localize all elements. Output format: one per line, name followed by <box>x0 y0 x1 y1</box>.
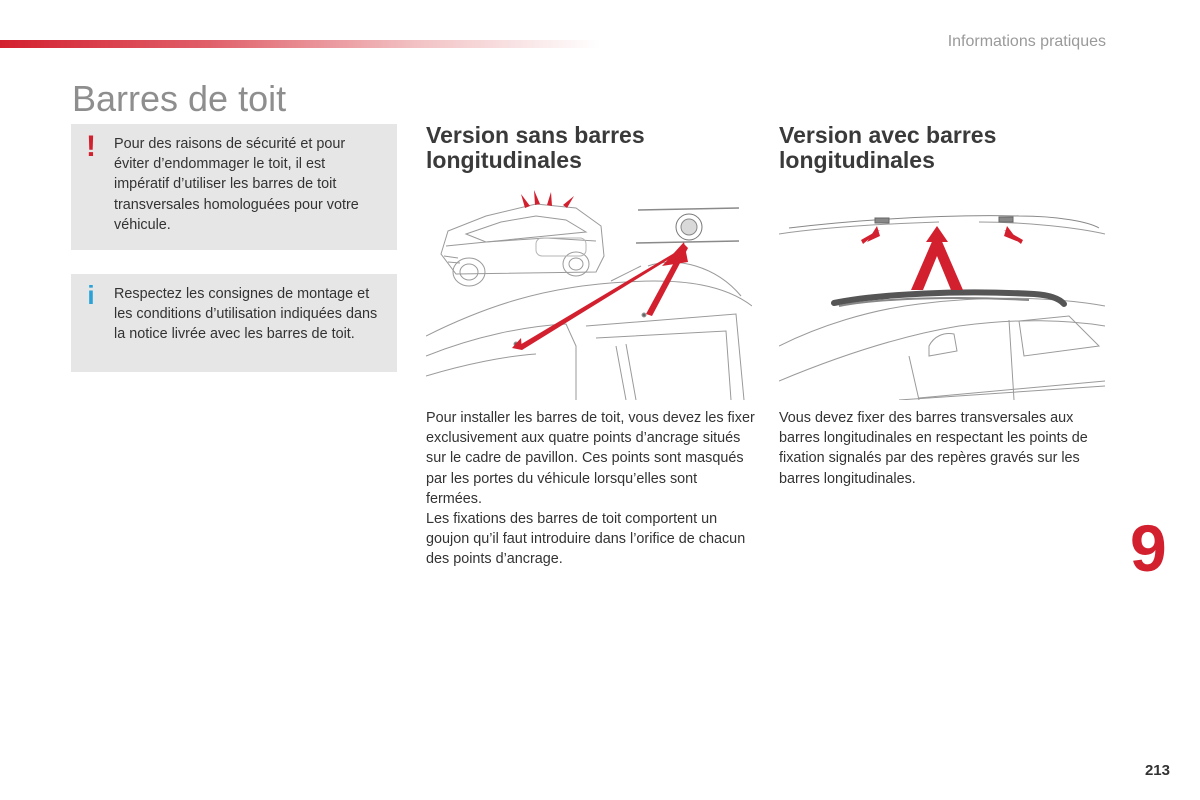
illustration-without-rails <box>426 186 752 400</box>
exclamation-icon: ! <box>86 130 96 163</box>
heading-with-rails: Version avec barres longitudinales <box>779 122 997 173</box>
instructions-without-rails <box>426 408 756 570</box>
instructions-with-rails <box>779 408 1109 489</box>
chapter-number: 9 <box>1130 511 1167 585</box>
section-title: Informations pratiques <box>947 33 1106 50</box>
page-number: 213 <box>1144 762 1170 779</box>
instructions-paragraph: Les fixations des barres de toit comportent un goujon qu’il faut introduire dans l’orifice de chacun des points d’ancrage. <box>426 511 746 568</box>
instructions-paragraph: Pour installer les barres de toit, vous devez les fixer exclusivement aux quatre points d’ancrage situés sur le cadre de pavillon. Ces points sont masqués par les portes du véhicule lorsqu’elles sont fermées. <box>426 410 755 507</box>
warning-text: Pour des raisons de sécurité et pour éviter d’endommager le toit, il est impératif d’utiliser les barres de toit transversales homologuées pour votre véhicule. <box>114 136 359 233</box>
car-roof-anchor-drawing <box>426 186 752 400</box>
warning-notice <box>71 124 397 250</box>
page-title: Barres de toit <box>72 78 287 119</box>
car-rails-drawing <box>779 186 1105 400</box>
info-icon: i <box>87 280 95 310</box>
info-text: Respectez les consignes de montage et les conditions d’utilisation indiquées dans la notice livrée avec les barres de toit. <box>114 286 378 343</box>
instructions-paragraph: Vous devez fixer des barres transversales aux barres longitudinales en respectant les points de fixation signalés par des repères gravés sur les barres longitudinales. <box>779 410 1088 487</box>
heading-without-rails: Version sans barres longitudinales <box>426 122 645 173</box>
illustration-with-rails <box>779 186 1105 400</box>
info-notice <box>71 274 397 372</box>
header-accent-bar <box>0 40 600 48</box>
